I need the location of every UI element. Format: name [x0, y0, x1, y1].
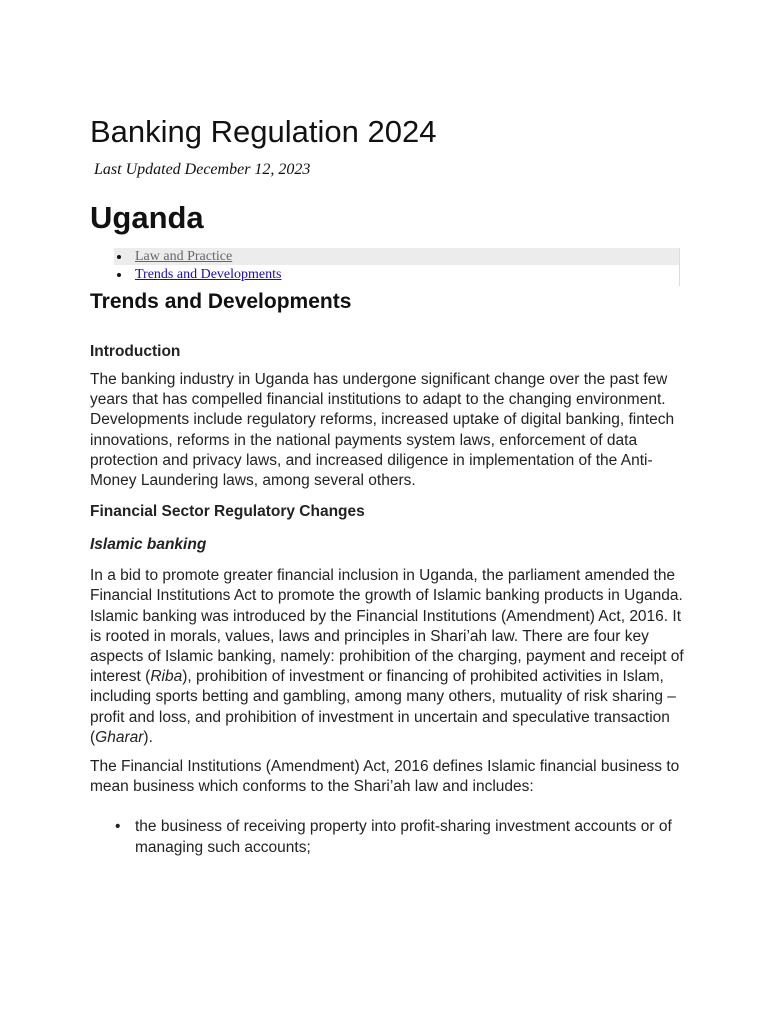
bullet-dot	[117, 255, 121, 259]
term-gharar: Gharar	[95, 728, 144, 746]
term-riba: Riba	[150, 668, 183, 686]
bullet-symbol: •	[115, 818, 121, 836]
islamic-banking-paragraph	[90, 566, 690, 748]
introduction-paragraph: The banking industry in Uganda has undergone significant change over the past few years that has compelled financial institutions to adapt to the changing environment. Developments include regulatory reforms, increased uptake of digital banking, fintech innovations, reforms in the national payments system laws, enforcement of data protection and privacy laws, and increased diligence in implementation of the Anti-Money Laundering laws, among several others.	[90, 371, 675, 490]
islamic-banking-subheading: Islamic banking	[90, 536, 207, 554]
tab-trends-and-developments[interactable]	[114, 266, 679, 283]
bullet-dot	[117, 273, 121, 277]
article-body	[90, 340, 690, 858]
tab-link-law-and-practice[interactable]: Law and Practice	[135, 249, 233, 264]
last-updated-date: Last Updated December 12, 2023	[94, 161, 311, 178]
tab-link-trends-and-developments[interactable]: Trends and Developments	[135, 267, 282, 282]
paragraph-text: ), prohibition of investment or financing of prohibited activities in Islam, including sports betting and gambling, among many others, mutuality of risk sharing – profit and loss, and prohibition of investment in uncertain and speculative transaction (	[90, 668, 676, 746]
list-item-text: the business of receiving property into profit-sharing investment accounts or of managing such accounts;	[135, 818, 672, 856]
introduction-heading: Introduction	[90, 343, 181, 360]
section-tabs	[114, 248, 680, 286]
country-heading: Uganda	[90, 200, 204, 235]
tab-law-and-practice[interactable]	[114, 248, 679, 265]
section-heading: Trends and Developments	[90, 290, 352, 313]
tab-list	[114, 248, 679, 283]
regulatory-changes-heading: Financial Sector Regulatory Changes	[90, 503, 365, 521]
islamic-business-definition-paragraph: The Financial Institutions (Amendment) Act, 2016 defines Islamic financial business to mean business which conforms to the Shari’ah law and includes:	[90, 758, 680, 796]
paragraph-text: In a bid to promote greater financial inclusion in Uganda, the parliament amended the Financial Institutions Act to promote the growth of Islamic banking products in Uganda. Islamic banking was introduced by the Financial Institutions (Amendment) Act, 2016. It is rooted in morals, values, laws and principles in Shari’ah law. There are four key aspects of Islamic banking, namely: prohibition of the charging, payment and receipt of interest (	[90, 567, 684, 686]
list-item	[90, 817, 690, 857]
islamic-business-list	[90, 817, 690, 857]
paragraph-text: ).	[143, 728, 153, 746]
document-title: Banking Regulation 2024	[90, 114, 437, 149]
